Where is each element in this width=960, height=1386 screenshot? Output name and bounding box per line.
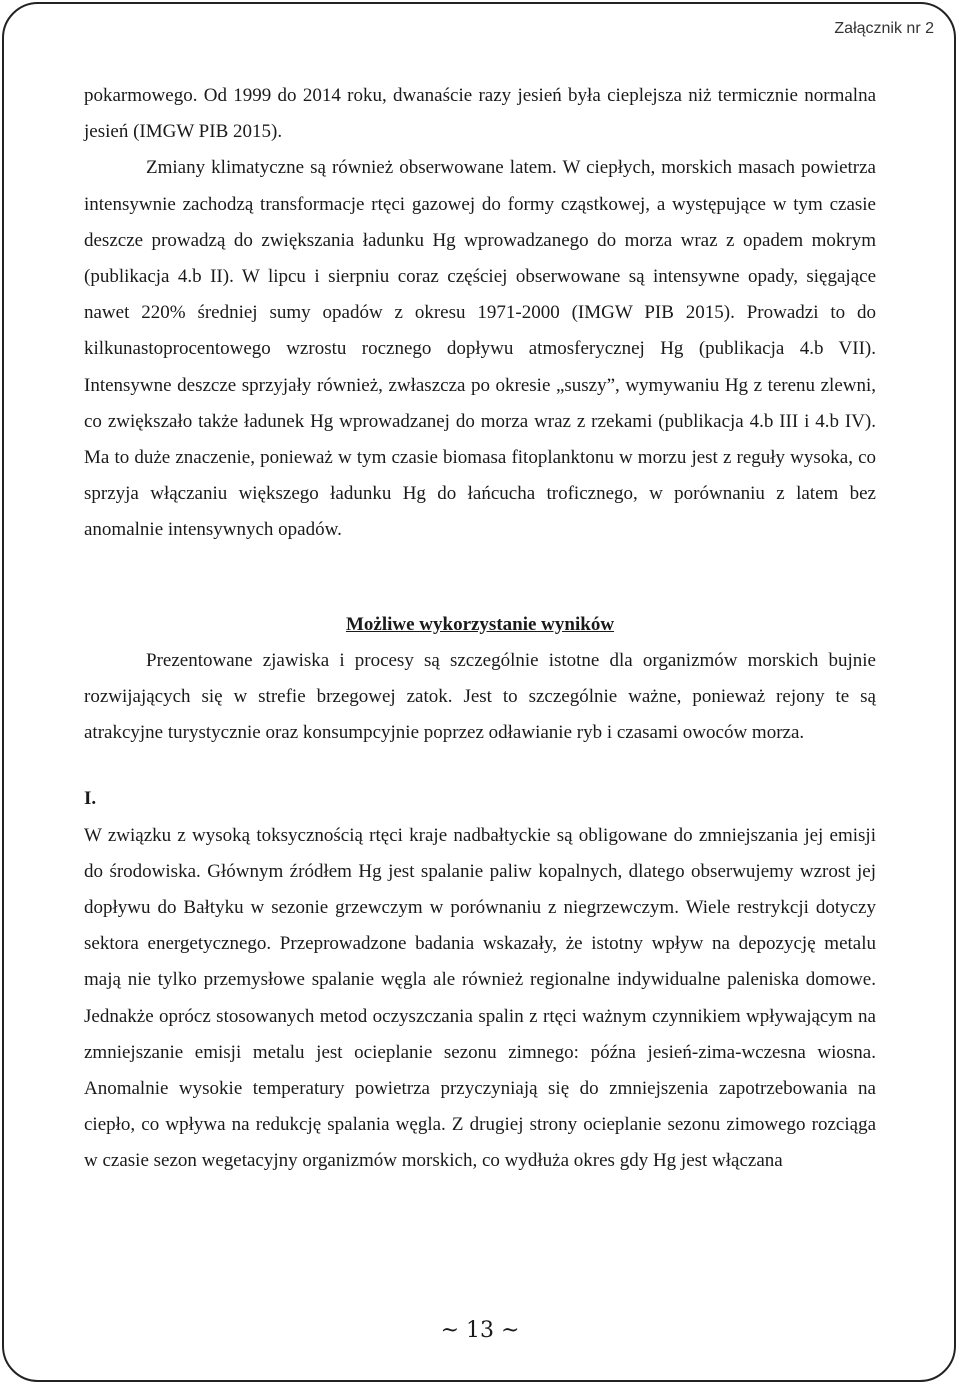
- roman-numeral-heading: I.: [84, 788, 97, 810]
- roman-spacer: [84, 751, 876, 781]
- paragraph-summer-changes: Zmiany klimatyczne są również obserwowane latem. W ciepłych, morskich masach powietrza intensywnie zachodzą transformacje rtęci gazowej do formy cząstkowej, a występujące w tym czasie deszcze prowadzą do zwiększania ładunku Hg wprowadzanego do morza wraz z opadem mokrym (publikacja 4.b II). W lipcu i sierpniu coraz częściej obserwowane są intensywne opady, sięgające nawet 220% średniej sumy opadów z okresu 1971-2000 (IMGW PIB 2015). Prowadzi to do kilkunastoprocentowego wzrostu rocznego dopływu atmosferycznej Hg (publikacja 4.b VII). Intensywne deszcze sprzyjały również, zwłaszcza po okresie „suszy”, wymywaniu Hg z terenu zlewni, co zwiększało także ładunek Hg wprowadzanej do morza wraz z rzekami (publikacja 4.b III i 4.b IV). Ma to duże znaczenie, ponieważ w tym czasie biomasa fitoplanktonu w morzu jest z reguły wysoka, co sprzyja włączaniu większego ładunku Hg do łańcucha troficznego, w porównaniu z latem bez anomalnie intensywnych opadów.: [84, 157, 876, 541]
- section-spacer: [84, 549, 876, 607]
- attachment-label: Załącznik nr 2: [834, 20, 934, 37]
- page-number: ~ 13 ~: [440, 1318, 520, 1343]
- paragraph-continuation: pokarmowego. Od 1999 do 2014 roku, dwanaście razy jesień była cieplejsza niż termicznie normalna jesień (IMGW PIB 2015).: [84, 85, 876, 143]
- section-title: Możliwe wykorzystanie wyników: [345, 613, 615, 635]
- paragraph-possible-use: Prezentowane zjawiska i procesy są szczególnie istotne dla organizmów morskich bujnie rozwijających się w strefie brzegowej zatok. Jest to szczególnie ważne, ponieważ rejony te są atrakcyjne turystycznie oraz konsumpcyjnie poprzez odławianie ryb i czasami owoców morza.: [84, 649, 876, 744]
- document-body: [84, 78, 876, 1180]
- paragraph-emission: W związku z wysoką toksycznością rtęci kraje nadbałtyckie są obligowane do zmniejszania jej emisji do środowiska. Głównym źródłem Hg jest spalanie paliw kopalnych, dlatego obserwujemy wzrost jej dopływu do Bałtyku w sezonie grzewczym w porównaniu z niegrzewczym. Wiele restrykcji dotyczy sektora energetycznego. Przeprowadzone badania wskazały, że istotny wpływ na depozycję metalu mają nie tylko przemysłowe spalanie węgla ale również regionalne indywidualne paleniska domowe. Jednakże oprócz stosowanych metod oczyszczania spalin z rtęci ważnym czynnikiem wpływającym na zmniejszanie emisji metalu jest ocieplanie sezonu zimnego: późna jesień-zima-wczesna wiosna. Anomalnie wysokie temperatury powietrza przyczyniają się do zmniejszenia zapotrzebowania na ciepło, co wpływa na redukcję spalania węgla. Z drugiej strony ocieplanie sezonu zimowego rozciąga w czasie sezon wegetacyjny organizmów morskich, co wydłuża okres gdy Hg jest włączana: [84, 824, 876, 1172]
